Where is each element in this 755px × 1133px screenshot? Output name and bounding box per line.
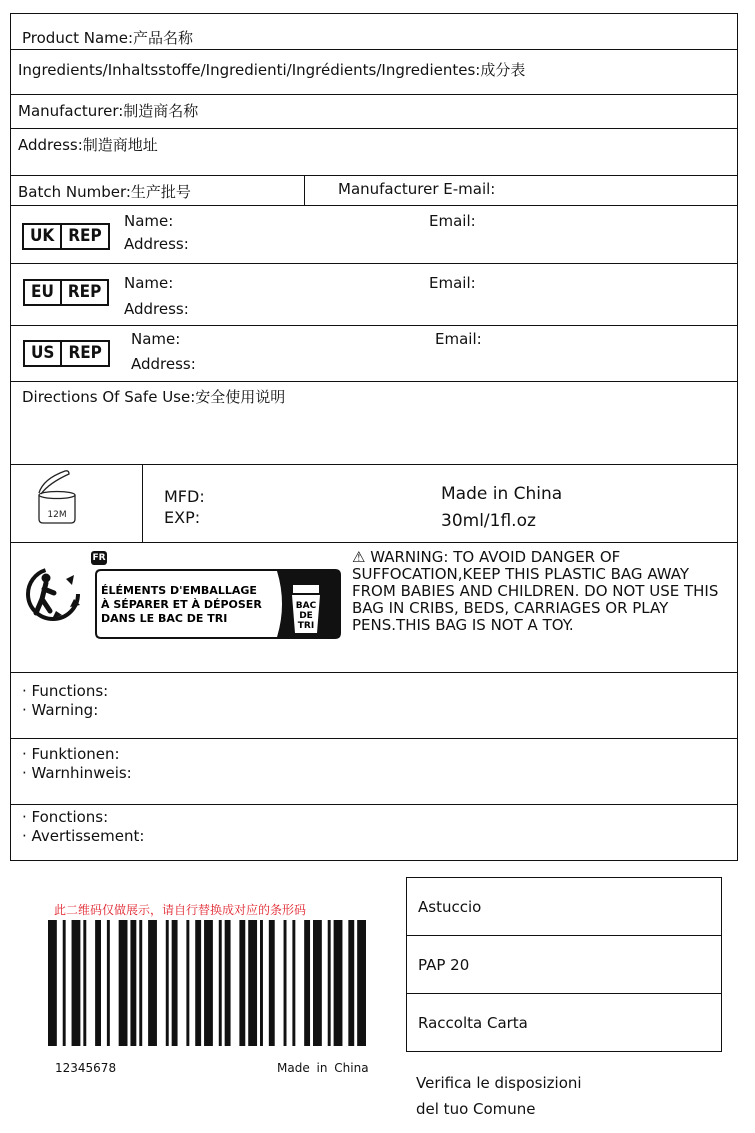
recycling-item bbox=[407, 994, 721, 1052]
bac-text-1: BAC bbox=[295, 601, 317, 611]
pao-text: 12M bbox=[47, 510, 67, 520]
address-row bbox=[11, 129, 737, 176]
lang-en-row bbox=[11, 673, 737, 739]
rep-name-label: Name: bbox=[124, 212, 174, 230]
uk-rep-row bbox=[11, 206, 737, 264]
address-field: Address:制造商地址 bbox=[18, 136, 158, 154]
barcode-bar bbox=[313, 920, 322, 1046]
directions-field: Directions Of Safe Use:安全使用说明 bbox=[22, 388, 286, 406]
product-name-row bbox=[11, 14, 737, 50]
barcode-notice: 此二维码仅做展示，请自行替换成对应的条形码 bbox=[54, 903, 307, 917]
product-label bbox=[10, 13, 738, 861]
period-after-opening-icon bbox=[31, 469, 79, 527]
recycling-item bbox=[407, 936, 721, 994]
divider bbox=[142, 465, 143, 542]
uk-rep-badge bbox=[22, 223, 110, 250]
recycling-note-line-2: del tuo Comune bbox=[416, 1100, 536, 1118]
barcode-bar bbox=[239, 920, 245, 1046]
recycling-item-label: Raccolta Carta bbox=[418, 1014, 528, 1032]
rep-region: UK bbox=[30, 226, 55, 246]
barcode-bar bbox=[195, 920, 201, 1046]
barcode-bar bbox=[260, 920, 263, 1046]
barcode-bar bbox=[166, 920, 169, 1046]
recycling-note-line-1: Verifica le disposizioni bbox=[416, 1074, 582, 1092]
rep-email-label: Email: bbox=[429, 212, 476, 230]
eu-rep-badge bbox=[23, 279, 109, 306]
barcode-bar bbox=[130, 920, 136, 1046]
recycling-box bbox=[406, 877, 722, 1052]
rep-address-label: Address: bbox=[124, 300, 189, 318]
rep-name-label: Name: bbox=[124, 274, 174, 292]
barcode-bar bbox=[186, 920, 189, 1046]
barcode-made-in: Made in China bbox=[277, 1061, 369, 1075]
ingredients-field: Ingredients/Inhaltsstoffe/Ingredienti/Ingrédients/Ingredientes:成分表 bbox=[18, 61, 526, 79]
rep-region: EU bbox=[31, 282, 54, 302]
manufacturer-row bbox=[11, 95, 737, 129]
barcode-bar bbox=[107, 920, 110, 1046]
manufacturer-field: Manufacturer:制造商名称 bbox=[18, 102, 199, 120]
triman-line-3: DANS LE BAC DE TRI bbox=[101, 612, 228, 625]
triman-info-box bbox=[93, 567, 343, 641]
barcode-bar bbox=[219, 920, 222, 1046]
us-rep-badge bbox=[23, 340, 110, 367]
dates-row bbox=[11, 465, 737, 543]
eu-rep-row bbox=[11, 264, 737, 326]
rep-tag: REP bbox=[60, 225, 107, 248]
barcode-bar bbox=[148, 920, 157, 1046]
warning-label: · Warning: bbox=[22, 701, 99, 719]
warning-label: · Warnhinweis: bbox=[22, 764, 132, 782]
directions-row bbox=[11, 382, 737, 465]
triman-line-2: À SÉPARER ET À DÉPOSER bbox=[101, 598, 262, 611]
barcode-bar bbox=[357, 920, 366, 1046]
volume-label: 30ml/1fl.oz bbox=[441, 511, 536, 531]
manufacturer-email-field: Manufacturer E-mail: bbox=[338, 180, 496, 198]
barcode-bar bbox=[119, 920, 128, 1046]
mfd-label: MFD: bbox=[164, 487, 205, 506]
barcode-bar bbox=[63, 920, 66, 1046]
lang-de-row bbox=[11, 739, 737, 805]
barcode-bar bbox=[328, 920, 331, 1046]
functions-label: · Functions: bbox=[22, 682, 109, 700]
fr-badge: FR bbox=[92, 553, 106, 563]
divider bbox=[304, 176, 305, 205]
barcode-bar bbox=[48, 920, 57, 1046]
barcode-bar bbox=[83, 920, 86, 1046]
rep-email-label: Email: bbox=[435, 330, 482, 348]
exp-label: EXP: bbox=[164, 508, 201, 527]
barcode-bar bbox=[292, 920, 295, 1046]
recycling-item-label: Astuccio bbox=[418, 898, 482, 916]
rep-tag: REP bbox=[60, 281, 107, 304]
bac-text-3: TRI bbox=[297, 621, 315, 631]
barcode-bar bbox=[95, 920, 101, 1046]
lang-fr-row bbox=[11, 805, 737, 860]
barcode-bar bbox=[348, 920, 354, 1046]
barcode-bar bbox=[269, 920, 275, 1046]
recycling-item bbox=[407, 878, 721, 936]
barcode-image bbox=[48, 920, 366, 1046]
functions-label: · Fonctions: bbox=[22, 808, 109, 826]
batch-number-field: Batch Number:生产批号 bbox=[18, 183, 191, 201]
bac-text-2: DE bbox=[299, 611, 313, 621]
us-rep-row bbox=[11, 326, 737, 382]
barcode-number: 12345678 bbox=[55, 1061, 117, 1075]
barcode-bar bbox=[204, 920, 213, 1046]
barcode-bar bbox=[304, 920, 310, 1046]
rep-name-label: Name: bbox=[131, 330, 181, 348]
rep-address-label: Address: bbox=[131, 355, 196, 373]
barcode-bar bbox=[225, 920, 231, 1046]
ingredients-row bbox=[11, 50, 737, 95]
triman-line-1: ÉLÉMENTS D'EMBALLAGE bbox=[101, 584, 257, 597]
triman-icon bbox=[22, 565, 84, 623]
barcode-bar bbox=[72, 920, 81, 1046]
barcode-bar bbox=[284, 920, 287, 1046]
barcode-bar bbox=[248, 920, 257, 1046]
product-name-field: Product Name:产品名称 bbox=[22, 29, 194, 47]
plastic-bag-warning: ⚠ WARNING: TO AVOID DANGER OF SUFFOCATION,KEEP THIS PLASTIC BAG AWAY FROM BABIES AND CHILDREN. DO NOT USE THIS BAG IN CRIBS, BEDS, CARRIAGES OR PLAY PENS.THIS BAG IS NOT A TOY. bbox=[352, 548, 719, 634]
batch-row bbox=[11, 176, 737, 206]
recycling-item-label: PAP 20 bbox=[418, 956, 470, 974]
made-in-label: Made in China bbox=[441, 484, 563, 504]
rep-tag: REP bbox=[60, 342, 107, 365]
rep-region: US bbox=[31, 343, 55, 363]
rep-address-label: Address: bbox=[124, 235, 189, 253]
rep-email-label: Email: bbox=[429, 274, 476, 292]
triman-warning-row bbox=[11, 543, 737, 673]
warning-label: · Avertissement: bbox=[22, 827, 145, 845]
barcode-bar bbox=[172, 920, 178, 1046]
barcode-bar bbox=[139, 920, 142, 1046]
barcode-bar bbox=[334, 920, 343, 1046]
functions-label: · Funktionen: bbox=[22, 745, 120, 763]
